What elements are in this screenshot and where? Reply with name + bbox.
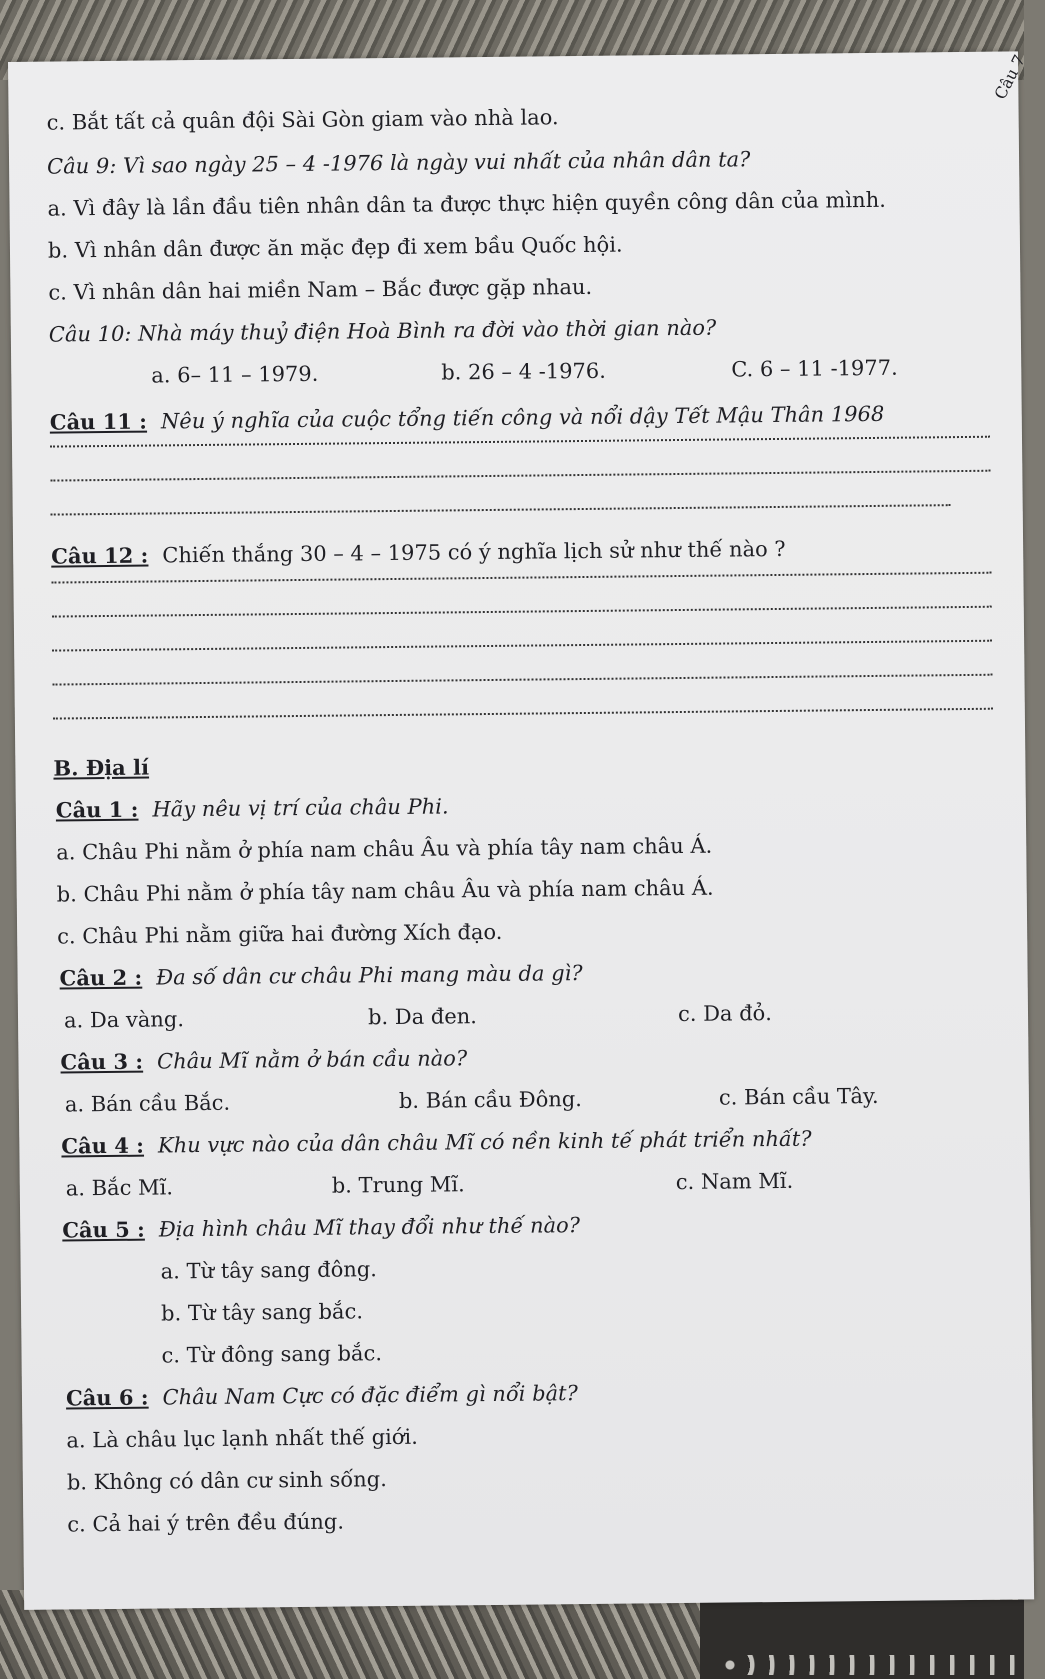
geo-q5-label: Câu 5 : <box>62 1216 145 1243</box>
answer-line <box>52 640 992 652</box>
history-q9-option-a: a. Vì đây là lần đầu tiên nhân dân ta được thực hiện quyền công dân của mình. <box>47 187 886 221</box>
geo-q2-text: Đa số dân cư châu Phi mang màu da gì? <box>156 961 583 990</box>
answer-line <box>53 708 993 720</box>
geography-heading: B. Địa lí <box>53 754 150 781</box>
worksheet-page <box>8 51 1034 1609</box>
history-q8-option-c: c. Bắt tất cả quân đội Sài Gòn giam vào nhà lao. <box>46 105 559 135</box>
geo-q1 <box>56 793 449 823</box>
answer-line <box>53 674 993 686</box>
geo-q2-option-b: b. Da đen. <box>367 1004 478 1030</box>
geo-q3-option-c: c. Bán cầu Tây. <box>718 1083 879 1110</box>
geo-q1-label: Câu 1 : <box>55 796 139 823</box>
geo-q5-option-a: a. Từ tây sang đông. <box>160 1257 378 1284</box>
history-q9-option-c: c. Vì nhân dân hai miền Nam – Bắc được gặp nhau. <box>48 274 593 305</box>
geo-q2-option-c: c. Da đỏ. <box>677 1001 773 1027</box>
history-q11-text: Nêu ý nghĩa của cuộc tổng tiến công và nổi dậy Tết Mậu Thân 1968 <box>160 401 885 434</box>
history-q12 <box>51 536 786 570</box>
history-q11 <box>50 401 885 436</box>
geo-q5-option-c: c. Từ đông sang bắc. <box>161 1341 383 1368</box>
geo-q1-text: Hãy nêu vị trí của châu Phi. <box>152 794 449 822</box>
answer-line <box>51 504 951 515</box>
geo-q4-option-c: c. Nam Mĩ. <box>675 1168 794 1195</box>
geo-q4 <box>61 1126 811 1160</box>
answer-line <box>50 470 990 482</box>
history-q12-text: Chiến thắng 30 – 4 – 1975 có ý nghĩa lịch sử như thế nào ? <box>162 536 786 568</box>
geo-q5-option-b: b. Từ tây sang bắc. <box>160 1299 364 1326</box>
history-q10-question: Câu 10: Nhà máy thuỷ điện Hoà Bình ra đời vào thời gian nào? <box>48 315 717 347</box>
geo-q6-option-a: a. Là châu lục lạnh nhất thế giới. <box>66 1424 418 1453</box>
answer-line <box>52 606 992 618</box>
history-q10-option-a: a. 6– 11 – 1979. <box>151 361 319 388</box>
geo-q2-label: Câu 2 : <box>59 964 143 991</box>
history-q9-question: Câu 9: Vì sao ngày 25 – 4 -1976 là ngày vui nhất của nhân dân ta? <box>46 147 751 179</box>
geo-q4-option-a: a. Bắc Mĩ. <box>65 1175 174 1201</box>
geo-q1-option-c: c. Châu Phi nằm giữa hai đường Xích đạo. <box>57 919 503 949</box>
geo-q1-option-b: b. Châu Phi nằm ở phía tây nam châu Âu và phía nam châu Á. <box>56 875 714 907</box>
geo-q4-text: Khu vực nào của dân châu Mĩ có nền kinh tế phát triển nhất? <box>157 1126 812 1158</box>
geo-q6-option-b: b. Không có dân cư sinh sống. <box>66 1467 387 1495</box>
history-q9-option-b: b. Vì nhân dân được ăn mặc đẹp đi xem bầu Quốc hội. <box>47 232 623 263</box>
geo-q3-text: Châu Mĩ nằm ở bán cầu nào? <box>156 1046 468 1074</box>
geo-q6-option-c: c. Cả hai ý trên đều đúng. <box>67 1509 345 1537</box>
geo-q5-text: Địa hình châu Mĩ thay đổi như thế nào? <box>158 1213 581 1242</box>
history-q11-label: Câu 11 : <box>49 408 148 435</box>
geo-q3-label: Câu 3 : <box>60 1048 144 1075</box>
geo-q4-label: Câu 4 : <box>61 1132 145 1159</box>
history-q10-option-c: C. 6 – 11 -1977. <box>731 355 898 382</box>
geo-q6-text: Châu Nam Cực có đặc điểm gì nổi bật? <box>162 1381 578 1410</box>
geo-q6 <box>66 1380 578 1411</box>
geo-q2 <box>59 960 582 991</box>
background-dots <box>720 1655 1020 1675</box>
geo-q3-option-a: a. Bán cầu Bắc. <box>64 1090 231 1117</box>
geo-q1-option-a: a. Châu Phi nằm ở phía nam châu Âu và phía tây nam châu Á. <box>56 833 713 865</box>
history-q10-option-b: b. 26 – 4 -1976. <box>441 358 607 385</box>
history-q12-label: Câu 12 : <box>51 542 149 569</box>
answer-line <box>50 436 990 448</box>
geo-q5 <box>62 1212 580 1243</box>
geo-q4-option-b: b. Trung Mĩ. <box>331 1172 465 1198</box>
geo-q6-label: Câu 6 : <box>65 1384 149 1411</box>
side-note: Câu 7 <box>990 51 1030 103</box>
geo-q3-option-b: b. Bán cầu Đông. <box>398 1087 583 1113</box>
geo-q2-option-a: a. Da vàng. <box>63 1007 185 1033</box>
geo-q3 <box>60 1045 467 1075</box>
answer-line <box>51 572 991 584</box>
